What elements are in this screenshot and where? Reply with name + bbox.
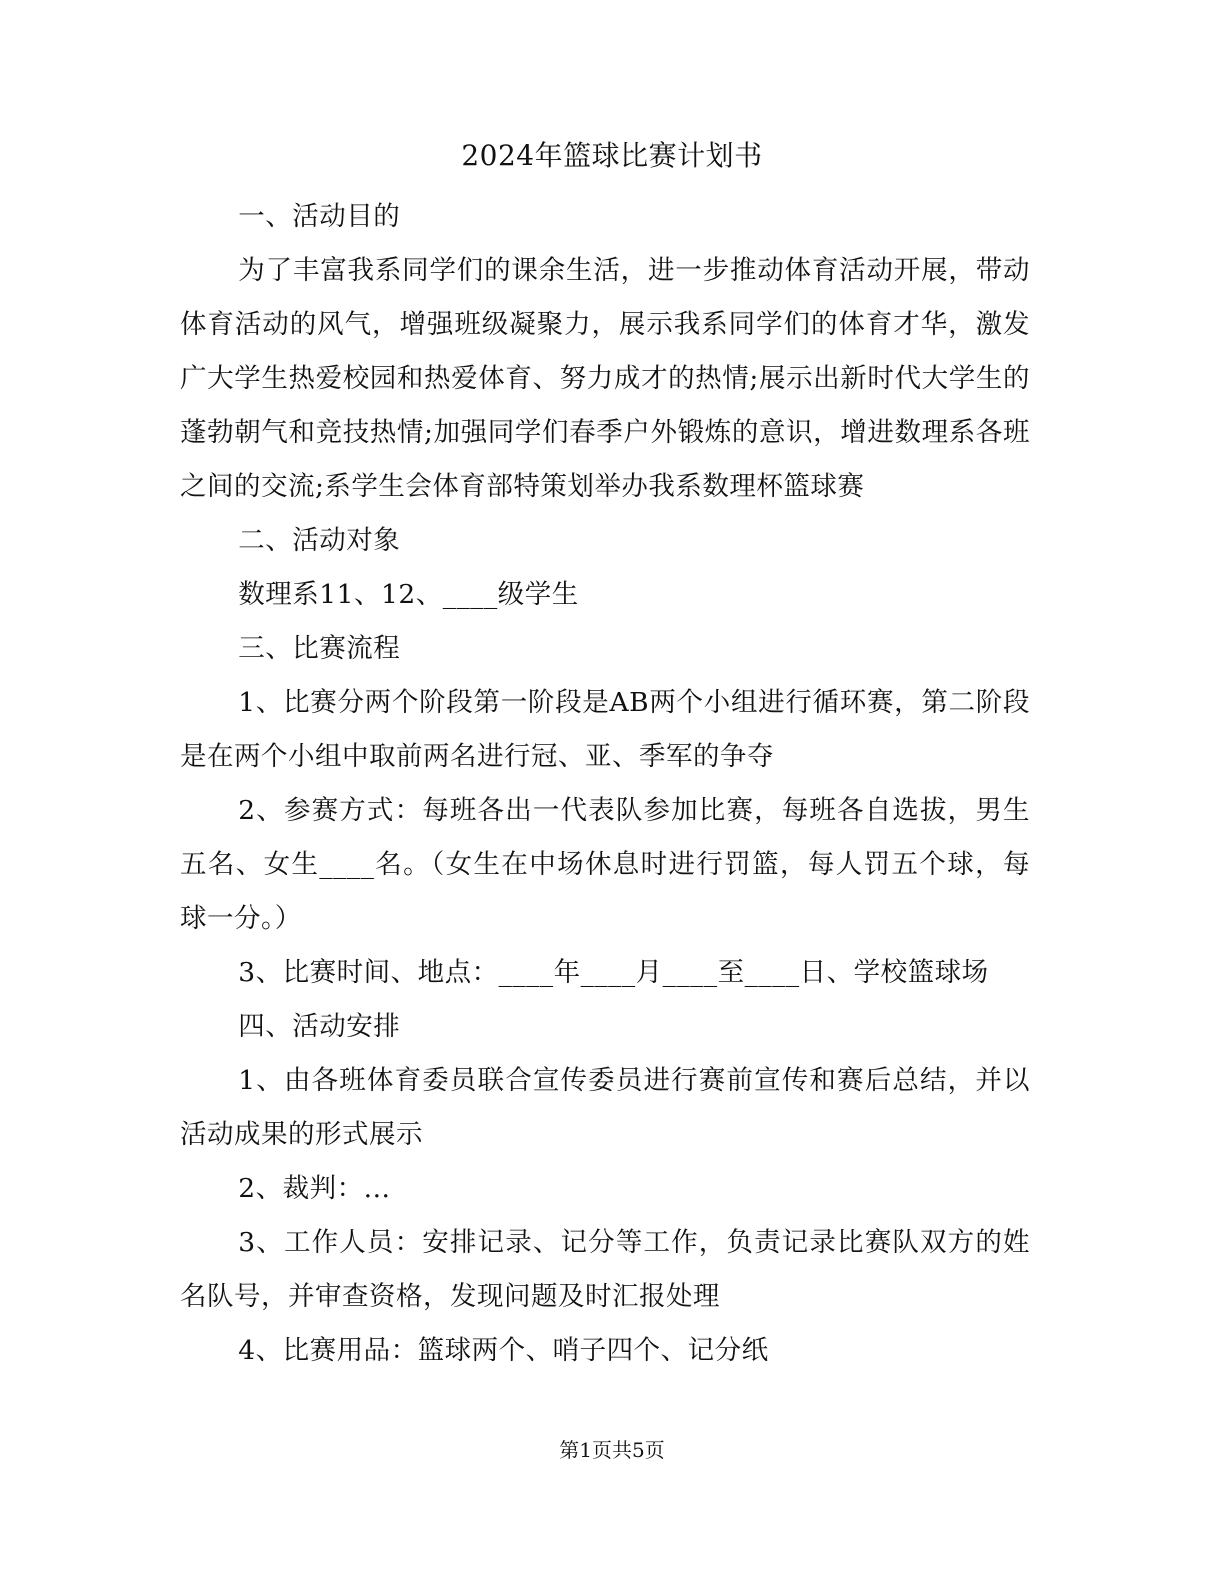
paragraph-purpose: 为了丰富我系同学们的课余生活，进一步推动体育活动开展，带动体育活动的风气，增强班级凝聚力，展示我系同学们的体育才华，激发广大学生热爱校园和热爱体育、努力成才的热情;展示出新时代大学生的蓬勃朝气和竞技热情;加强同学们春季户外锻炼的意识，增进数理系各班之间的交流;系学生会体育部特策划举办我系数理杯篮球赛 <box>180 255 1030 502</box>
section-heading-participants: 二、活动对象 <box>238 525 401 556</box>
section-heading-process: 三、比赛流程 <box>238 633 401 664</box>
section-heading-arrangement: 四、活动安排 <box>238 1011 401 1042</box>
paragraph-arrangement-2: 2、裁判：... <box>238 1173 391 1204</box>
paragraph-process-1: 1、比赛分两个阶段第一阶段是AB两个小组进行循环赛，第二阶段是在两个小组中取前两名进行冠、亚、季军的争夺 <box>180 687 1030 772</box>
page-footer: 第1页共5页 <box>559 1438 665 1462</box>
document-body <box>180 190 1030 1378</box>
document-title: 2024年篮球比赛计划书 <box>461 139 763 172</box>
paragraph-arrangement-4: 4、比赛用品：篮球两个、哨子四个、记分纸 <box>238 1335 769 1366</box>
section-heading-purpose: 一、活动目的 <box>238 201 401 232</box>
paragraph-process-3: 3、比赛时间、地点：____年____月____至____日、学校篮球场 <box>238 957 989 988</box>
paragraph-process-2: 2、参赛方式：每班各出一代表队参加比赛，每班各自选拔，男生五名、女生____名。（女生在中场休息时进行罚篮，每人罚五个球，每球一分。） <box>180 795 1030 934</box>
paragraph-participants: 数理系11、12、____级学生 <box>238 579 579 610</box>
paragraph-arrangement-3: 3、工作人员：安排记录、记分等工作，负责记录比赛队双方的姓名队号，并审查资格，发现问题及时汇报处理 <box>180 1227 1030 1312</box>
paragraph-arrangement-1: 1、由各班体育委员联合宣传委员进行赛前宣传和赛后总结，并以活动成果的形式展示 <box>180 1065 1030 1150</box>
